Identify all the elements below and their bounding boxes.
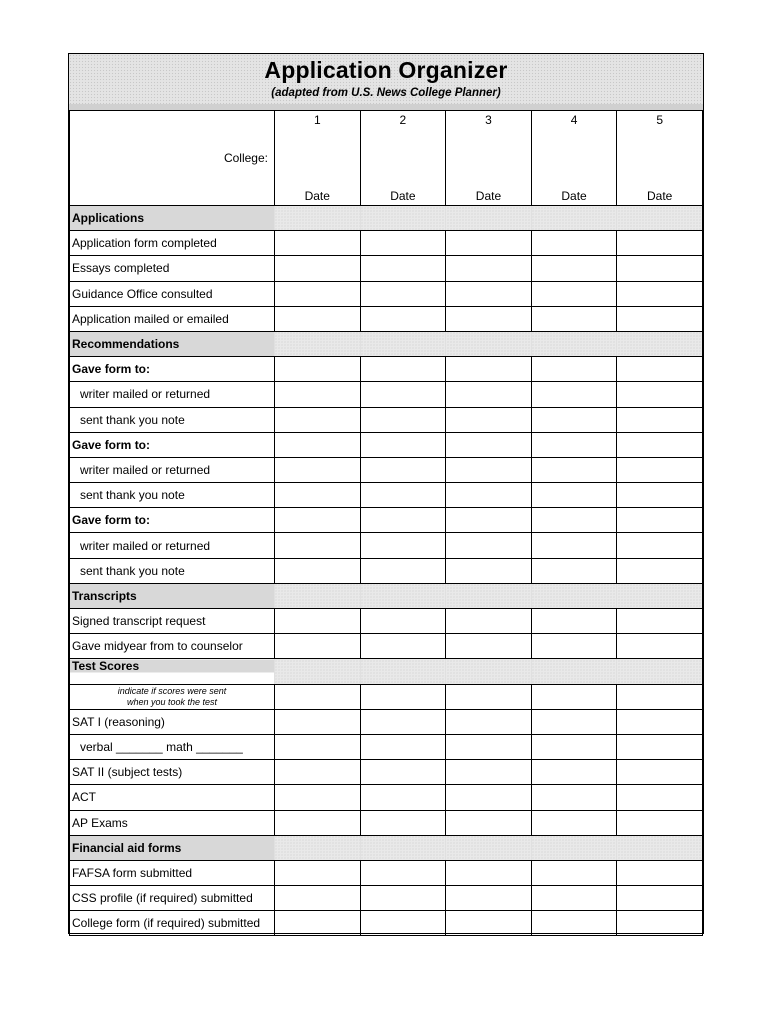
entry-cell[interactable]	[531, 357, 617, 382]
entry-cell[interactable]	[360, 483, 446, 508]
entry-cell[interactable]	[446, 457, 532, 482]
entry-cell[interactable]	[617, 583, 703, 608]
section-row	[70, 835, 703, 860]
table-row	[70, 634, 703, 659]
entry-cell[interactable]	[531, 281, 617, 306]
row-label: Signed transcript request	[70, 609, 275, 634]
entry-cell[interactable]	[360, 533, 446, 558]
entry-cell[interactable]	[274, 860, 360, 885]
entry-cell[interactable]	[617, 835, 703, 860]
date-label: Date	[390, 189, 416, 203]
page-subtitle: (adapted from U.S. News College Planner)	[271, 87, 501, 99]
row-label: writer mailed or returned	[70, 533, 275, 558]
row-label: Gave form to:	[70, 508, 275, 533]
entry-cell[interactable]	[360, 206, 446, 231]
entry-cell[interactable]	[360, 583, 446, 608]
table-row	[70, 760, 703, 785]
entry-cell[interactable]	[360, 231, 446, 256]
row-label: Gave form to:	[70, 357, 275, 382]
entry-cell[interactable]	[446, 483, 532, 508]
entry-cell[interactable]	[531, 457, 617, 482]
entry-cell[interactable]	[360, 760, 446, 785]
entry-cell[interactable]	[617, 609, 703, 634]
entry-cell[interactable]	[360, 734, 446, 759]
entry-cell[interactable]	[531, 483, 617, 508]
entry-cell[interactable]	[617, 331, 703, 356]
entry-cell[interactable]	[360, 684, 446, 709]
table-row	[70, 281, 703, 306]
row-label: sent thank you note	[70, 558, 275, 583]
row-label: FAFSA form submitted	[70, 860, 275, 885]
entry-cell[interactable]	[446, 407, 532, 432]
entry-cell[interactable]	[360, 407, 446, 432]
entry-cell[interactable]	[360, 860, 446, 885]
entry-cell[interactable]	[446, 331, 532, 356]
entry-cell[interactable]	[617, 256, 703, 281]
entry-cell[interactable]	[531, 432, 617, 457]
entry-cell[interactable]	[531, 609, 617, 634]
college-label: College:	[223, 151, 268, 165]
entry-cell[interactable]	[531, 911, 617, 936]
entry-cell[interactable]	[446, 810, 532, 835]
table-row	[70, 432, 703, 457]
row-label: Guidance Office consulted	[70, 281, 275, 306]
entry-cell[interactable]	[446, 634, 532, 659]
entry-cell[interactable]	[360, 810, 446, 835]
date-label: Date	[647, 189, 673, 203]
college-column-1[interactable]	[274, 111, 360, 206]
date-label: Date	[304, 189, 330, 203]
entry-cell[interactable]	[531, 886, 617, 911]
table-row	[70, 231, 703, 256]
entry-cell[interactable]	[446, 508, 532, 533]
entry-cell[interactable]	[274, 634, 360, 659]
table-row	[70, 533, 703, 558]
entry-cell[interactable]	[531, 331, 617, 356]
column-number: 5	[656, 113, 664, 127]
entry-cell[interactable]	[531, 583, 617, 608]
entry-cell[interactable]	[274, 331, 360, 356]
entry-cell[interactable]	[360, 634, 446, 659]
row-label: writer mailed or returned	[70, 457, 275, 482]
entry-cell[interactable]	[446, 281, 532, 306]
entry-cell[interactable]	[617, 810, 703, 835]
entry-cell[interactable]	[617, 659, 703, 684]
entry-cell[interactable]	[617, 407, 703, 432]
entry-cell[interactable]	[360, 281, 446, 306]
column-number: 3	[485, 113, 492, 127]
entry-cell[interactable]	[617, 357, 703, 382]
college-column-3[interactable]	[446, 111, 532, 206]
row-label: AP Exams	[70, 810, 275, 835]
entry-cell[interactable]	[531, 634, 617, 659]
entry-cell[interactable]	[446, 206, 532, 231]
page-title: Application Organizer	[264, 57, 508, 83]
entry-cell[interactable]	[531, 206, 617, 231]
section-row	[70, 331, 703, 356]
entry-cell[interactable]	[360, 306, 446, 331]
row-label: sent thank you note	[70, 407, 275, 432]
entry-cell[interactable]	[274, 785, 360, 810]
entry-cell[interactable]	[617, 709, 703, 734]
row-label: ACT	[70, 785, 275, 810]
entry-cell[interactable]	[446, 684, 532, 709]
entry-cell[interactable]	[446, 256, 532, 281]
entry-cell[interactable]	[274, 760, 360, 785]
row-label: writer mailed or returned	[70, 382, 275, 407]
entry-cell[interactable]	[531, 256, 617, 281]
table-row	[70, 860, 703, 885]
section-label: Transcripts	[70, 583, 275, 608]
entry-cell[interactable]	[274, 886, 360, 911]
entry-cell[interactable]	[274, 609, 360, 634]
row-label: verbal _______ math _______	[70, 734, 275, 759]
entry-cell[interactable]	[360, 331, 446, 356]
entry-cell[interactable]	[274, 583, 360, 608]
entry-cell[interactable]	[531, 306, 617, 331]
column-number: 4	[570, 113, 578, 127]
entry-cell[interactable]	[446, 709, 532, 734]
entry-cell[interactable]	[531, 860, 617, 885]
table-row	[70, 357, 703, 382]
section-label: Applications	[70, 206, 275, 231]
section-row	[70, 659, 703, 684]
entry-cell[interactable]	[446, 583, 532, 608]
entry-cell[interactable]	[531, 231, 617, 256]
table-row	[70, 306, 703, 331]
entry-cell[interactable]	[446, 533, 532, 558]
entry-cell[interactable]	[531, 508, 617, 533]
section-row	[70, 583, 703, 608]
entry-cell[interactable]	[617, 558, 703, 583]
entry-cell[interactable]	[617, 911, 703, 936]
table-row	[70, 483, 703, 508]
entry-cell[interactable]	[531, 684, 617, 709]
entry-cell[interactable]	[617, 231, 703, 256]
entry-cell[interactable]	[617, 281, 703, 306]
row-label: SAT I (reasoning)	[70, 709, 275, 734]
entry-cell[interactable]	[274, 231, 360, 256]
row-label: sent thank you note	[70, 483, 275, 508]
entry-cell[interactable]	[531, 760, 617, 785]
table-row	[70, 558, 703, 583]
college-label-cell	[70, 111, 275, 206]
entry-cell[interactable]	[617, 886, 703, 911]
entry-cell[interactable]	[274, 407, 360, 432]
entry-cell[interactable]	[531, 382, 617, 407]
entry-cell[interactable]	[274, 709, 360, 734]
entry-cell[interactable]	[617, 734, 703, 759]
entry-cell[interactable]	[617, 760, 703, 785]
row-label: CSS profile (if required) submitted	[70, 886, 275, 911]
entry-cell[interactable]	[446, 835, 532, 860]
entry-cell[interactable]	[531, 709, 617, 734]
row-label: Application mailed or emailed	[70, 306, 275, 331]
college-column-4[interactable]	[531, 111, 617, 206]
entry-cell[interactable]	[446, 734, 532, 759]
entry-cell[interactable]	[446, 357, 532, 382]
entry-cell[interactable]	[446, 432, 532, 457]
entry-cell[interactable]	[446, 558, 532, 583]
entry-cell[interactable]	[360, 558, 446, 583]
entry-cell[interactable]	[360, 886, 446, 911]
date-label: Date	[475, 189, 502, 203]
table-row	[70, 382, 703, 407]
entry-cell[interactable]	[360, 659, 446, 684]
section-label: Financial aid forms	[70, 835, 275, 860]
section-label: Recommendations	[70, 331, 275, 356]
entry-cell[interactable]	[360, 508, 446, 533]
entry-cell[interactable]	[531, 533, 617, 558]
row-label: Application form completed	[70, 231, 275, 256]
entry-cell[interactable]	[617, 860, 703, 885]
entry-cell[interactable]	[274, 256, 360, 281]
entry-cell[interactable]	[617, 533, 703, 558]
entry-cell[interactable]	[531, 835, 617, 860]
entry-cell[interactable]	[274, 432, 360, 457]
section-label: Test Scores	[72, 659, 140, 674]
table-row	[70, 709, 703, 734]
entry-cell[interactable]	[274, 558, 360, 583]
entry-cell[interactable]	[360, 835, 446, 860]
section-label-cell	[70, 659, 275, 684]
entry-cell[interactable]	[360, 785, 446, 810]
entry-cell[interactable]	[446, 382, 532, 407]
entry-cell[interactable]	[446, 886, 532, 911]
table-row	[70, 734, 703, 759]
table-row	[70, 609, 703, 634]
row-label: College form (if required) submitted	[70, 911, 275, 936]
table-row	[70, 886, 703, 911]
entry-cell[interactable]	[531, 734, 617, 759]
entry-cell[interactable]	[617, 432, 703, 457]
entry-cell[interactable]	[360, 256, 446, 281]
entry-cell[interactable]	[446, 659, 532, 684]
entry-cell[interactable]	[531, 407, 617, 432]
column-number: 2	[399, 113, 407, 127]
entry-cell[interactable]	[274, 734, 360, 759]
row-label: Gave form to:	[70, 432, 275, 457]
entry-cell[interactable]	[617, 382, 703, 407]
row-label: SAT II (subject tests)	[70, 760, 275, 785]
entry-cell[interactable]	[617, 508, 703, 533]
entry-cell[interactable]	[617, 206, 703, 231]
entry-cell[interactable]	[274, 684, 360, 709]
table-row	[70, 508, 703, 533]
entry-cell[interactable]	[274, 306, 360, 331]
note-cell	[70, 684, 275, 709]
table-row	[70, 810, 703, 835]
table-row	[70, 256, 703, 281]
entry-cell[interactable]	[274, 835, 360, 860]
entry-cell[interactable]	[360, 457, 446, 482]
entry-cell[interactable]	[531, 659, 617, 684]
entry-cell[interactable]	[446, 231, 532, 256]
entry-cell[interactable]	[360, 709, 446, 734]
college-column-5[interactable]	[617, 111, 703, 206]
entry-cell[interactable]	[617, 634, 703, 659]
entry-cell[interactable]	[531, 558, 617, 583]
header-row	[70, 111, 703, 206]
entry-cell[interactable]	[274, 382, 360, 407]
entry-cell[interactable]	[274, 357, 360, 382]
row-label: Essays completed	[70, 256, 275, 281]
entry-cell[interactable]	[274, 457, 360, 482]
entry-cell[interactable]	[274, 659, 360, 684]
entry-cell[interactable]	[360, 609, 446, 634]
entry-cell[interactable]	[446, 306, 532, 331]
date-label: Date	[561, 189, 587, 203]
table-row	[70, 785, 703, 810]
entry-cell[interactable]	[274, 483, 360, 508]
entry-cell[interactable]	[274, 281, 360, 306]
entry-cell[interactable]	[446, 609, 532, 634]
note-row	[70, 684, 703, 709]
entry-cell[interactable]	[446, 760, 532, 785]
entry-cell[interactable]	[617, 306, 703, 331]
test-scores-note: indicate if scores were sent when you took the test	[117, 685, 227, 707]
title-band	[69, 54, 703, 104]
entry-cell[interactable]	[274, 206, 360, 231]
entry-cell[interactable]	[617, 457, 703, 482]
entry-cell[interactable]	[446, 860, 532, 885]
entry-cell[interactable]	[531, 810, 617, 835]
entry-cell[interactable]	[274, 508, 360, 533]
college-column-2[interactable]	[360, 111, 446, 206]
section-row	[70, 206, 703, 231]
table-row	[70, 911, 703, 936]
row-label: Gave midyear from to counselor	[70, 634, 275, 659]
application-organizer-sheet	[68, 53, 704, 934]
entry-cell[interactable]	[274, 911, 360, 936]
entry-cell[interactable]	[617, 483, 703, 508]
entry-cell[interactable]	[274, 533, 360, 558]
entry-cell[interactable]	[360, 382, 446, 407]
entry-cell[interactable]	[531, 785, 617, 810]
table-row	[70, 407, 703, 432]
entry-cell[interactable]	[360, 357, 446, 382]
organizer-table	[69, 110, 703, 936]
entry-cell[interactable]	[360, 911, 446, 936]
column-number: 1	[313, 113, 321, 127]
entry-cell[interactable]	[446, 785, 532, 810]
entry-cell[interactable]	[446, 911, 532, 936]
entry-cell[interactable]	[617, 684, 703, 709]
entry-cell[interactable]	[617, 785, 703, 810]
entry-cell[interactable]	[274, 810, 360, 835]
table-row	[70, 457, 703, 482]
entry-cell[interactable]	[360, 432, 446, 457]
